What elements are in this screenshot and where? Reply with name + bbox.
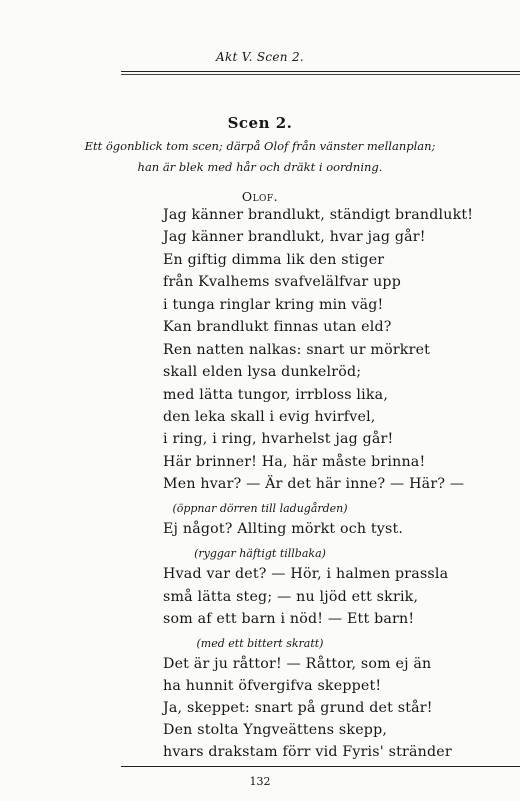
verse-line: Jag känner brandlukt, hvar jag går! bbox=[163, 229, 426, 245]
verse-line: i ring, i ring, hvarhelst jag går! bbox=[163, 431, 394, 447]
verse-line: Kan brandlukt finnas utan eld? bbox=[163, 319, 392, 335]
verse-line: Ej något? Allting mörkt och tyst. bbox=[163, 521, 404, 537]
verse-line: från Kvalhems svafvelälfvar upp bbox=[163, 274, 401, 290]
verse-line: En giftig dimma lik den stiger bbox=[163, 252, 385, 268]
stage-direction-line-2: han är blek med hår och dräkt i oordning. bbox=[137, 160, 383, 174]
verse-line: med lätta tungor, irrbloss lika, bbox=[163, 387, 389, 403]
header-rule bbox=[121, 71, 520, 72]
inline-stage-direction: (öppnar dörren till ladugården) bbox=[172, 502, 348, 515]
speaker-name: Olof. bbox=[241, 189, 279, 204]
header-rule-thin bbox=[121, 74, 520, 75]
verse-line: Ren natten nalkas: snart ur mörkret bbox=[163, 342, 431, 358]
scene-title: Scen 2. bbox=[227, 114, 293, 132]
verse-line: ha hunnit öfvergifva skeppet! bbox=[163, 678, 382, 694]
stage-direction-line-1: Ett ögonblick tom scen; därpå Olof från vänster mellanplan; bbox=[84, 139, 436, 153]
verse-line: små lätta steg; — nu ljöd ett skrik, bbox=[163, 589, 419, 605]
inline-stage-direction: (ryggar häftigt tillbaka) bbox=[194, 547, 326, 560]
verse-line: hvars drakstam förr vid Fyris' stränder bbox=[163, 744, 452, 760]
verse-line: Men hvar? — Är det här inne? — Här? — bbox=[163, 476, 465, 492]
verse-line: Ja, skeppet: snart på grund det står! bbox=[163, 700, 433, 716]
verse-line: som af ett barn i nöd! — Ett barn! bbox=[163, 611, 415, 627]
verse-line: i tunga ringlar kring min väg! bbox=[163, 297, 384, 313]
verse-line: Hvad var det? — Hör, i halmen prassla bbox=[163, 566, 449, 582]
verse-line: Här brinner! Ha, här måste brinna! bbox=[163, 454, 426, 470]
running-head: Akt V. Scen 2. bbox=[215, 50, 304, 64]
verse-line: den leka skall i evig hvirfvel, bbox=[163, 409, 376, 425]
verse-line: Det är ju råttor! — Råttor, som ej än bbox=[163, 656, 432, 672]
page-number: 132 bbox=[249, 775, 271, 788]
verse-line: skall elden lysa dunkelröd; bbox=[163, 364, 362, 380]
footer-rule bbox=[121, 766, 520, 767]
verse-line: Jag känner brandlukt, ständigt brandlukt! bbox=[163, 207, 474, 223]
inline-stage-direction: (med ett bittert skratt) bbox=[196, 637, 324, 650]
verse-line: Den stolta Yngveättens skepp, bbox=[163, 722, 388, 738]
